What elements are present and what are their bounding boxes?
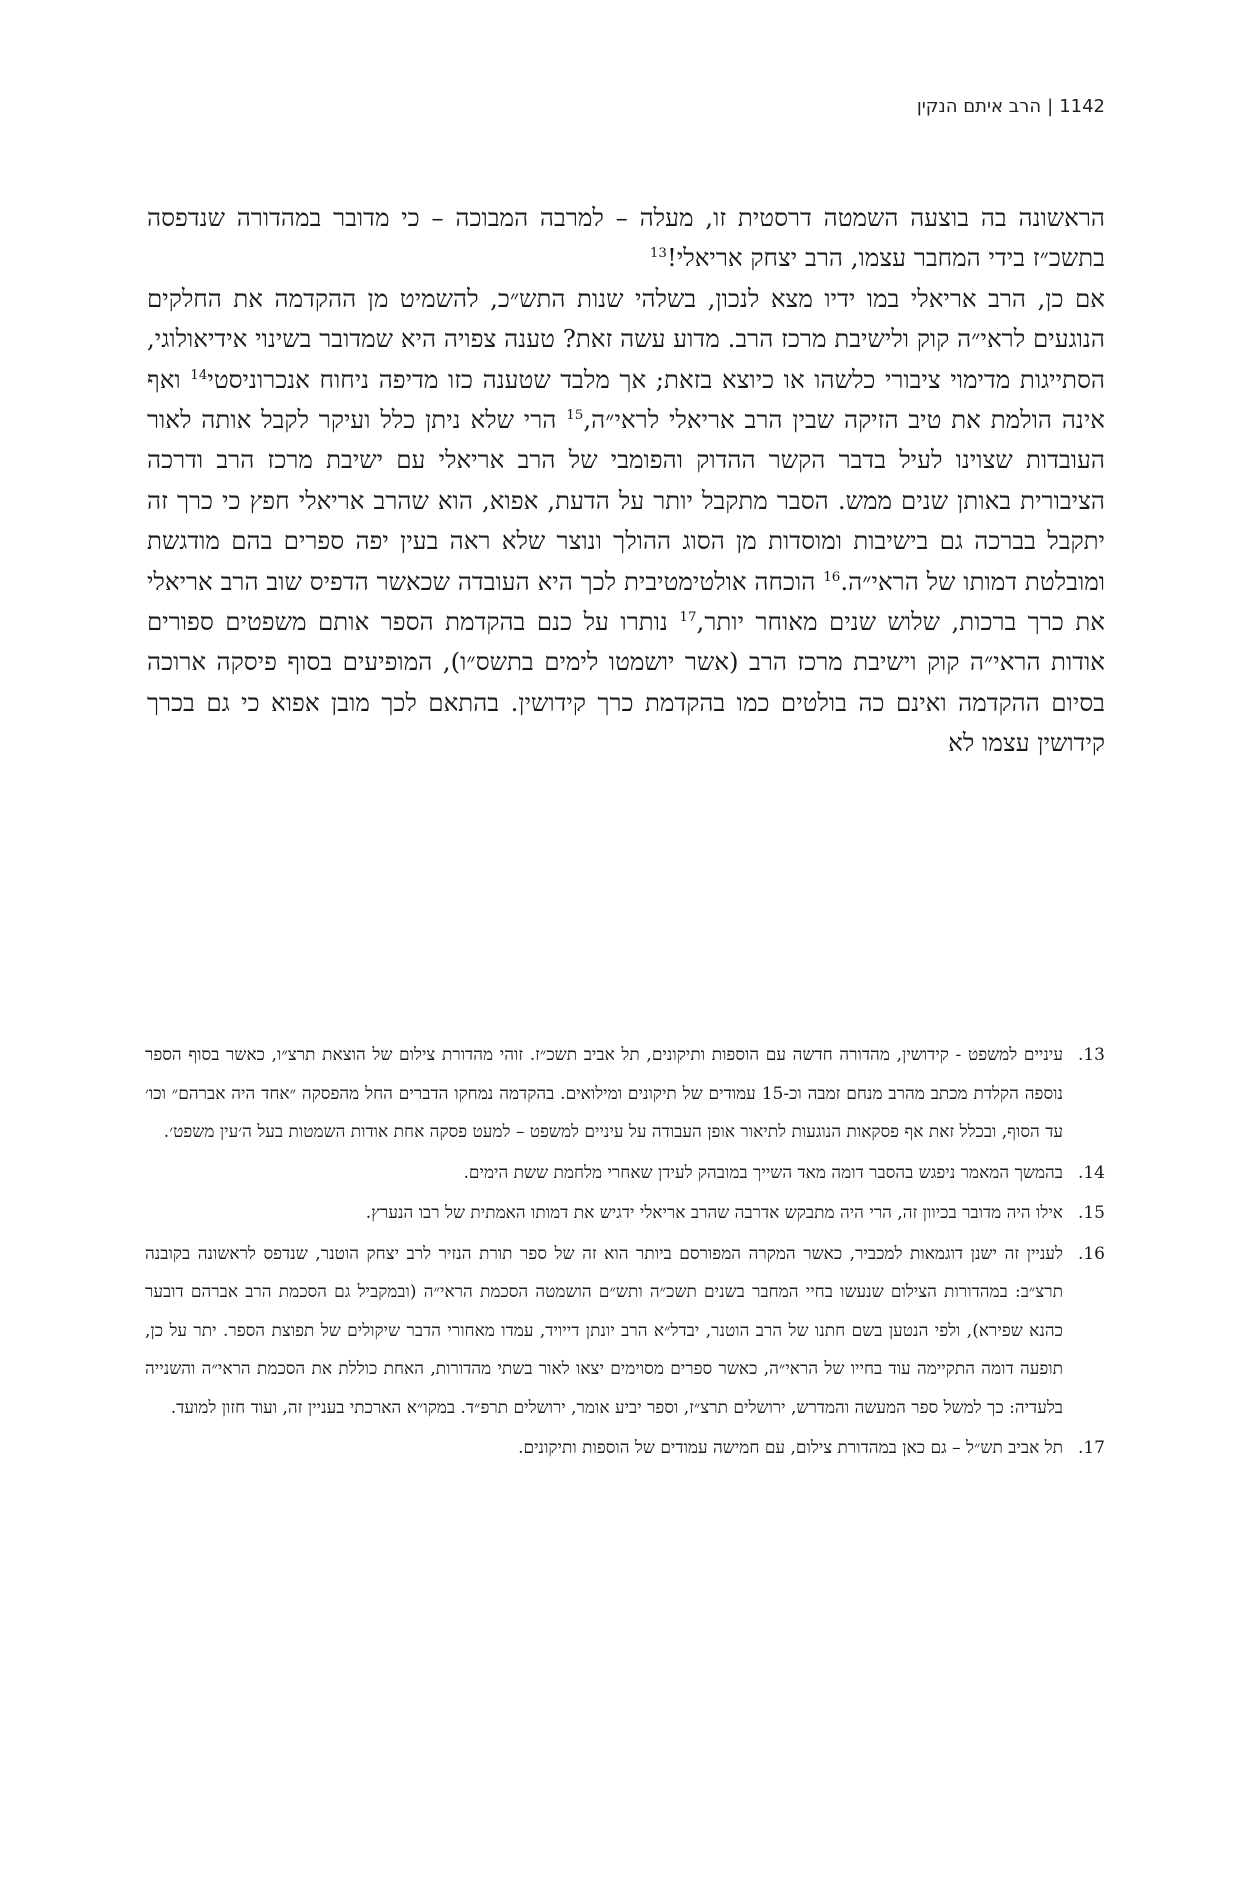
footnote-number: 13. [1077,1045,1105,1065]
paragraph-1 [147,198,1105,279]
paragraph-2-part-3: הרי שלא ניתן כלל ועיקר לקבל אותה לאור העובדות שצוינו לעיל בדבר הקשר ההדוק והפומבי של הרב אריאלי עם ישיבת מרכז הרב ודרכה הציבורית באותן שנים ממש. הסבר מתקבל יותר על הדעת, אפוא, הוא שהרב אריאלי חפץ כי כרך זה יתקבל בברכה גם בישיבות ומוסדות מן הסוג ההולך ונוצר שלא ראה בעין יפה ספרים בהם מודגשת ומובלטת דמותו של הראי״ה. [147,405,1106,596]
footnote-number: 15. [1077,1203,1105,1223]
header-separator: | [1047,96,1054,117]
footnote-text: עיניים למשפט - קידושין, מהדורה חדשה עם הוספות ותיקונים, תל אביב תשכ״ז. זוהי מהדורת צילום של הוצאת תרצ״ו, כאשר בסוף הספר נוספה הקלדת מכתב מהרב מנחם זמבה וכ-15 עמודים של תיקונים ומילואים. בהקדמה נמחקו הדברים החל מהפסקה ״אחד היה אברהם״ וכו׳ עד הסוף, ובכלל זאת אף פסקאות הנוגעות לתיאור אופן העבודה על עיניים למשפט – למעט פסקה אחת אודות השמטות בעל ה׳עין משפט׳. [145,1045,1063,1142]
footnote-ref-16[interactable]: 16 [823,568,841,585]
footnotes [145,1036,1105,1470]
footnote-text: תל אביב תש״ל – גם כאן במהדורת צילום, עם חמישה עמודים של הוספות ותיקונים. [518,1438,1063,1458]
paragraph-2-part-4: הוכחה אולטימטיבית לכך היא העובדה שכאשר הדפיס שוב הרב אריאלי את כרך ברכות, שלוש שנים מאוחר יותר, [147,566,1105,637]
running-header [917,96,1105,117]
header-author: הרב איתם הנקין [916,96,1042,117]
footnote-14 [145,1154,1105,1193]
footnote-ref-13[interactable]: 13 [649,245,667,262]
footnote-ref-14[interactable]: 14 [190,366,208,383]
page-number: 1142 [1059,96,1105,117]
footnote-number: 14. [1077,1162,1105,1183]
paragraph-2-part-1: אם כן, הרב אריאלי במו ידיו מצא לנכון, בשלהי שנות התש״כ, להשמיט מן ההקדמה את החלקים הנוגעים לראי״ה קוק ולישיבת מרכז הרב. מדוע עשה זאת? טענה צפויה היא שמדובר בשינוי אידיאולוגי, הסתייגות מדימוי ציבורי כלשהו או כיוצא בזאת; אך מלבד שטענה כזו מדיפה ניחוח אנכרוניסטי [147,283,1105,394]
footnote-number: 17. [1077,1438,1105,1458]
footnote-text: לעניין זה ישנן דוגמאות למכביר, כאשר המקרה המפורסם ביותר הוא זה של ספר תורת הנזיר לרב יצחק הוטנר, שנדפס לראשונה בקובנה תרצ״ב: במהדורות הצילום שנעשו בחיי המחבר בשנים תשכ״ה ותש״ם הושמטה הסכמת הראי״ה (ובמקביל גם הסכמת הרב אברהם דובער כהנא שפירא), ולפי הנטען בשם חתנו של הרב הוטנר, יבדל״א הרב יונתן דייויד, עמדו מאחורי הדבר שיקולים של תפוצת הספר. יתר על כן, תופעה דומה התקיימה עוד בחייו של הראי״ה, כאשר ספרים מסוימים יצאו לאור בשתי מהדורות, האחת כוללת את הסכמת הראי״ה והשנייה בלעדיה: כך למשל ספר המעשה והמדרש, ירושלים תרצ״ז, וספר יביע אומר, ירושלים תרפ״ד. במקו״א הארכתי בעניין זה, ועוד חזון למועד. [145,1243,1063,1418]
paragraph-1-text: הראשונה בה בוצעה השמטה דרסטית זו, מעלה – למרבה המבוכה – כי מדובר במהדורה שנדפסה בתשכ״ז בידי המחבר עצמו, הרב יצחק אריאלי! [147,203,1105,273]
main-text [147,198,1105,764]
footnote-17 [145,1429,1105,1468]
footnote-ref-15[interactable]: 15 [566,406,584,423]
footnote-number: 16. [1077,1243,1105,1264]
footnote-13 [145,1036,1105,1152]
paragraph-2-part-2: ואף אינה הולמת את טיב הזיקה שבין הרב אריאלי לראי״ה, [147,364,1105,435]
paragraph-2 [147,279,1105,764]
footnote-ref-17[interactable]: 17 [679,608,697,625]
paragraph-2-part-5: נותרו על כנם בהקדמת הספר אותם משפטים ספורים אודות הראי״ה קוק וישיבת מרכז הרב (אשר יושמטו לימים בתשס״ו), המופיעים בסוף פיסקה ארוכה בסיום ההקדמה ואינם כה בולטים כמו בהקדמת כרך קידושין. בהתאם לכך מובן אפוא כי גם בכרך קידושין עצמו לא [147,607,1105,758]
footnote-text: בהמשך המאמר ניפגש בהסבר דומה מאד השייך במובהק לעידן שאחרי מלחמת ששת הימים. [463,1162,1063,1183]
footnote-16 [145,1235,1105,1428]
footnote-text: אילו היה מדובר בכיוון זה, הרי היה מתבקש אדרבה שהרב אריאלי ידגיש את דמותו האמתית של רבו הנערץ. [365,1203,1063,1223]
footnote-15 [145,1194,1105,1233]
